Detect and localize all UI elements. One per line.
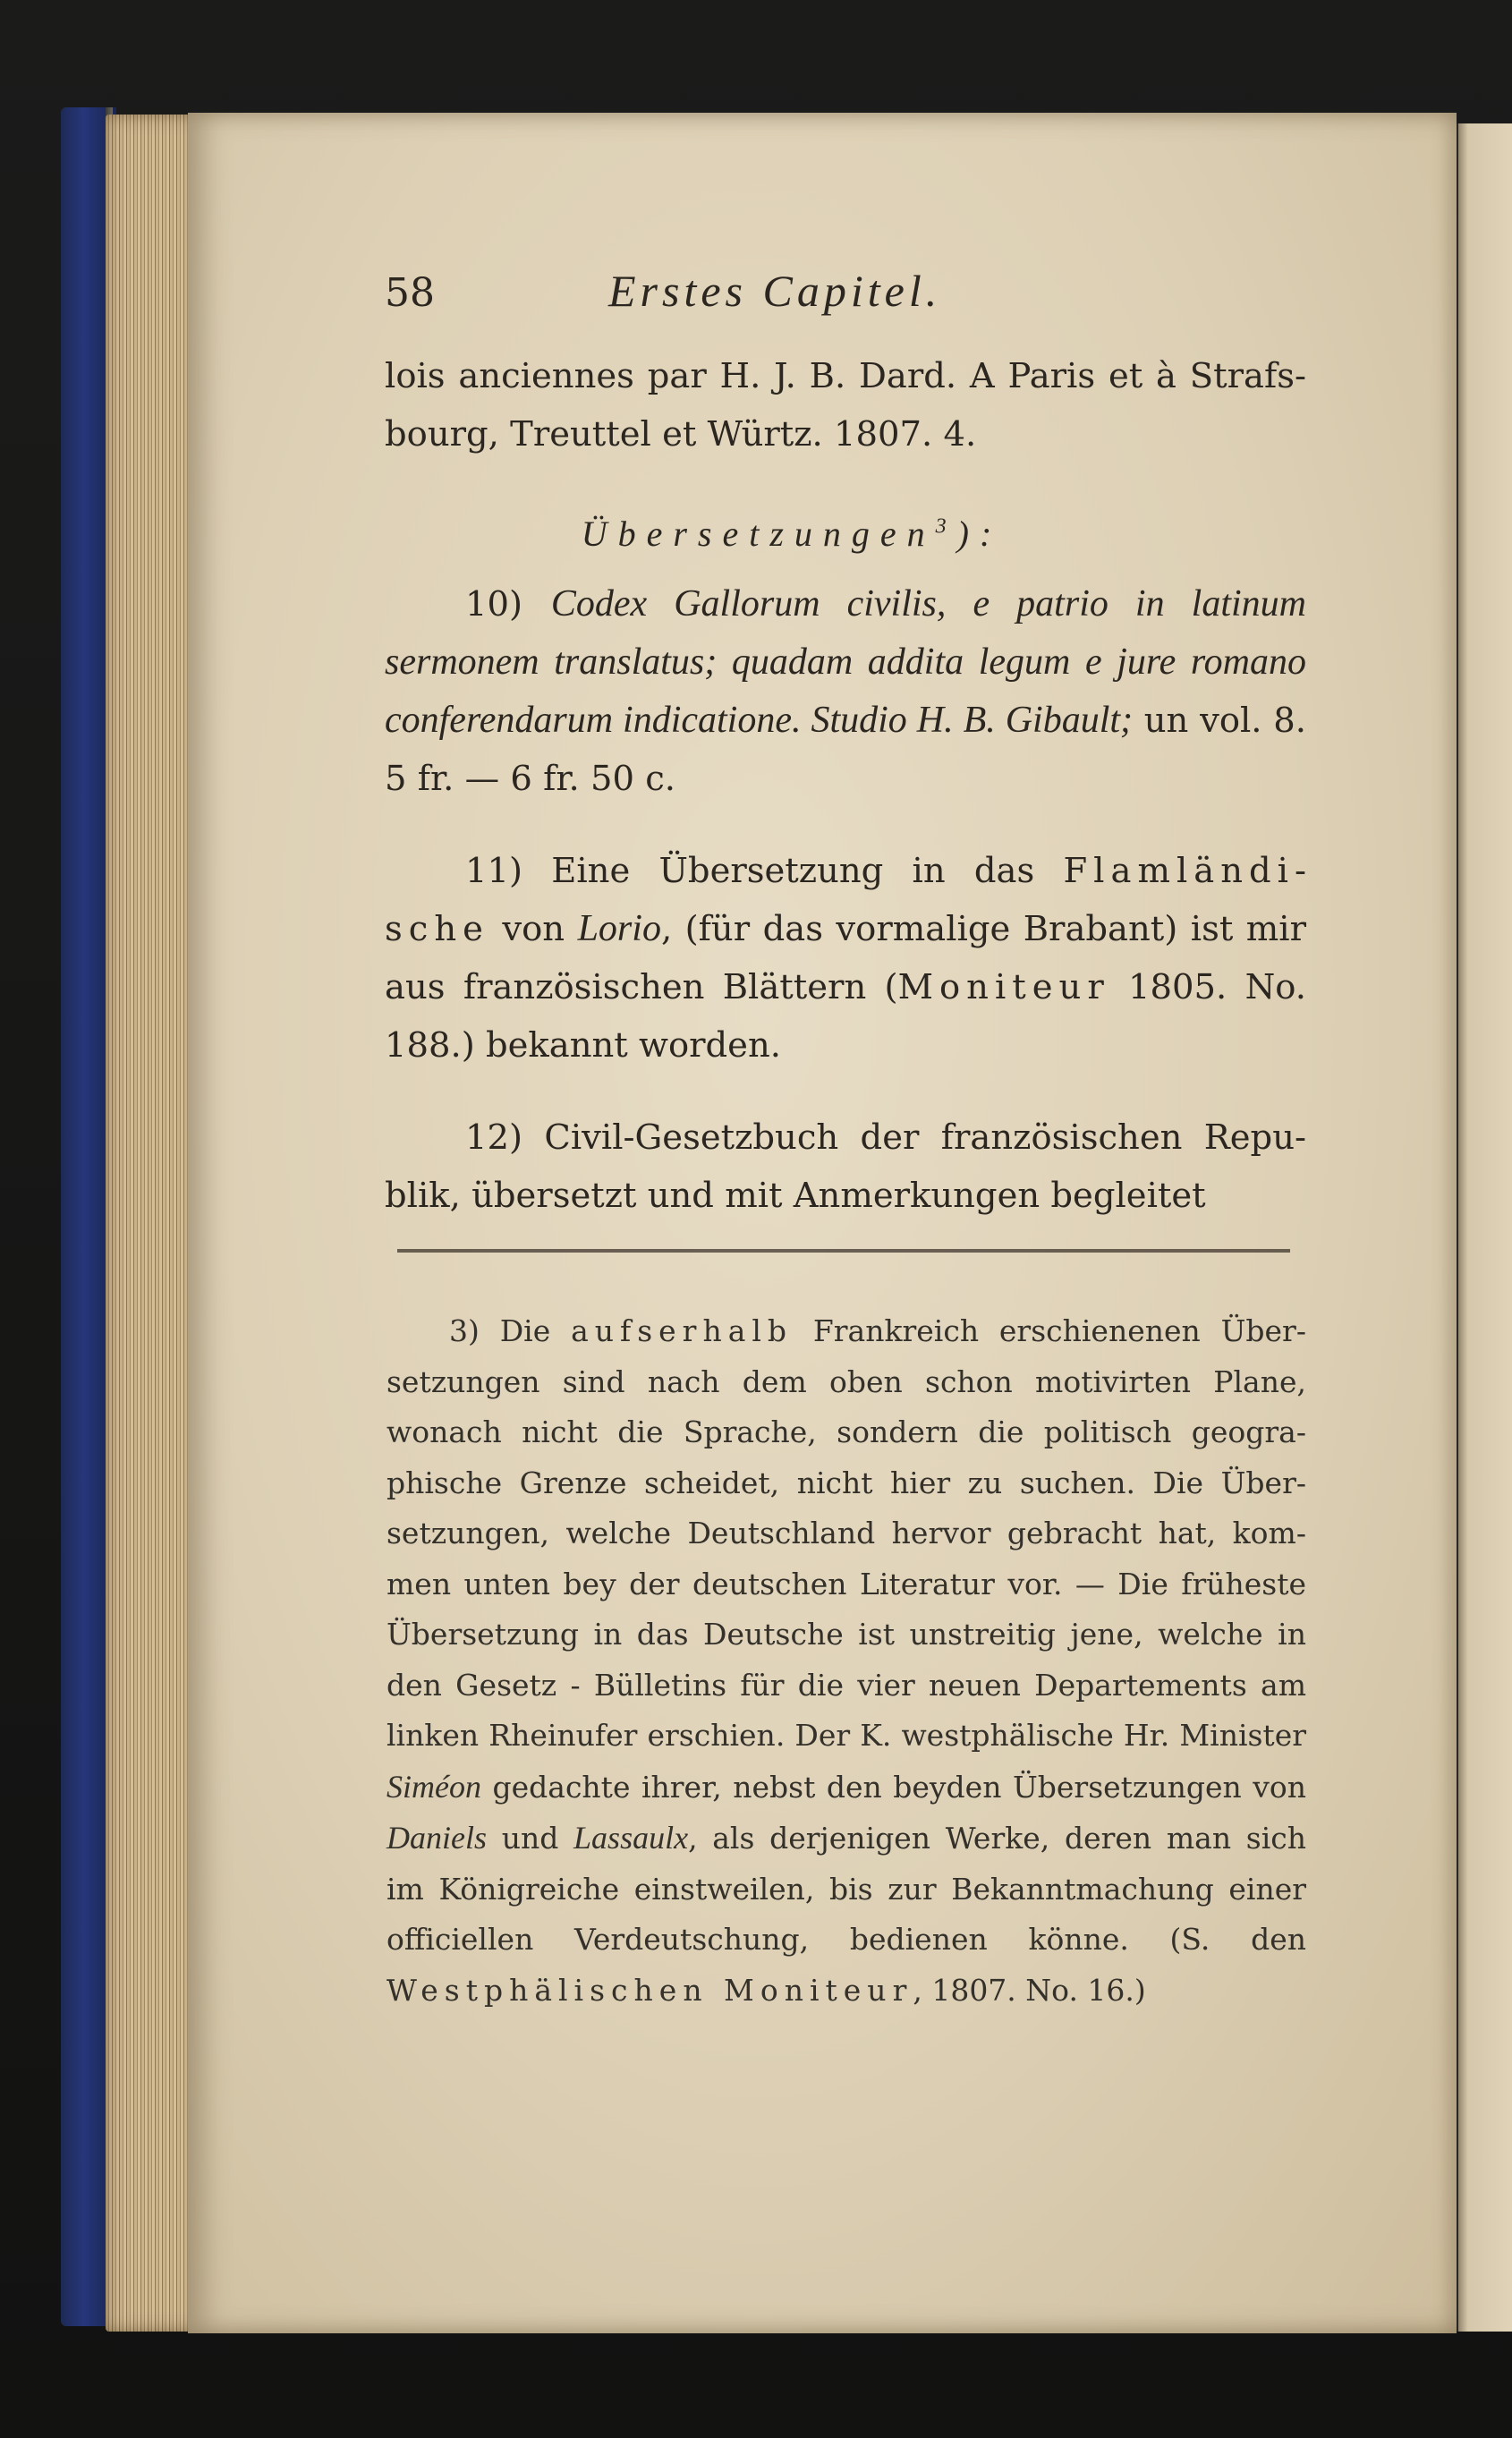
entry-10 <box>385 575 1306 808</box>
entry-11-text-2: von <box>488 909 578 949</box>
entry-11-moniteur: Moniteur <box>897 967 1110 1007</box>
footnote-name-simeon: Siméon <box>386 1768 481 1805</box>
entry-11-author: Lorio <box>577 908 661 949</box>
footnote-marker: 3) <box>449 1313 480 1348</box>
footnote-text-5: , als derjenigen Werke, deren man sich im Königreiche einstweilen, bis zur Bekanntmachung einer officiellen Verdeutschung, bedienen könne. (S. den <box>386 1821 1306 1957</box>
entry-10-number: 10) <box>465 584 523 624</box>
footnote-paragraph <box>386 1306 1306 2016</box>
page-number: 58 <box>385 270 435 316</box>
section-heading-suffix: ): <box>956 514 1003 554</box>
entry-11-number: 11) <box>465 851 523 891</box>
footnote-text-3: gedachte ihrer, nebst den beyden Übersetzungen von <box>480 1769 1306 1805</box>
footnote-moniteur: Westphälischen Moniteur <box>386 1972 913 2008</box>
section-heading <box>385 505 1306 563</box>
footnote-name-lassaulx: Lassaulx <box>573 1820 689 1856</box>
entry-12-text: Civil-Gesetzbuch der französischen Republik, übersetzt und mit Anmerkungen begleitet <box>385 1117 1306 1216</box>
entry-11-text-4: 1805. No. 188.) bekannt worden. <box>385 967 1307 1066</box>
footnote-text-4: und <box>487 1821 574 1856</box>
entry-11-spaced-word: Flamländische <box>385 851 1306 949</box>
entry-11-text-1: Eine Übersetzung in das <box>522 851 1064 891</box>
footnote-name-daniels: Daniels <box>386 1820 487 1856</box>
entry-10-title: Codex Gallorum civilis, e patrio in latinum sermonem translatus; quadam addita legum e jure romano conferendarum indicatione. Studio H. B. Gibault; <box>385 583 1306 741</box>
facing-page-edge <box>1453 123 1512 2332</box>
footnote-text-2: Frankreich erschienenen Übersetzungen sind nach dem oben schon motivirten Plane, wonach nicht die Sprache, sondern die politisch geographische Grenze scheidet, nicht hier zu suchen. Die Übersetzungen, welche Deutschland hervor gebracht hat, kommen unten bey der deutschen Literatur vor. — Die früheste Übersetzung in das Deutsche ist unstreitig jene, welche in den Gesetz - Bülletins für die vier neuen Departements am linken Rheinufer erschien. Der K. westphälische Hr. Minister <box>386 1313 1306 1753</box>
entry-11-text-3: , (für das vormalige Brabant) ist mir aus französischen Blättern ( <box>385 909 1306 1007</box>
entry-10-rest: un vol. 8. 5 fr. — 6 fr. 50 c. <box>385 701 1306 799</box>
entry-12-number: 12) <box>465 1117 523 1158</box>
footnote-text-6: , 1807. No. 16.) <box>913 1972 1146 2008</box>
footnote-reference: 3 <box>935 514 957 539</box>
main-text <box>385 347 1306 1225</box>
continuation-paragraph: lois anciennes par H. J. B. Dard. A Paris et à Strafsbourg, Treuttel et Würtz. 1807. 4. <box>385 356 1306 454</box>
running-head <box>385 265 1306 317</box>
footnote-text-1: Die <box>479 1313 572 1348</box>
entry-11 <box>385 842 1306 1075</box>
section-heading-text: Übersetzungen <box>581 514 936 554</box>
footnote-spaced-word: aufserhalb <box>571 1313 794 1348</box>
chapter-title: Erstes Capitel. <box>608 266 942 316</box>
entry-12 <box>385 1109 1306 1225</box>
footnote-rule <box>397 1249 1290 1253</box>
footnote <box>386 1306 1306 2016</box>
